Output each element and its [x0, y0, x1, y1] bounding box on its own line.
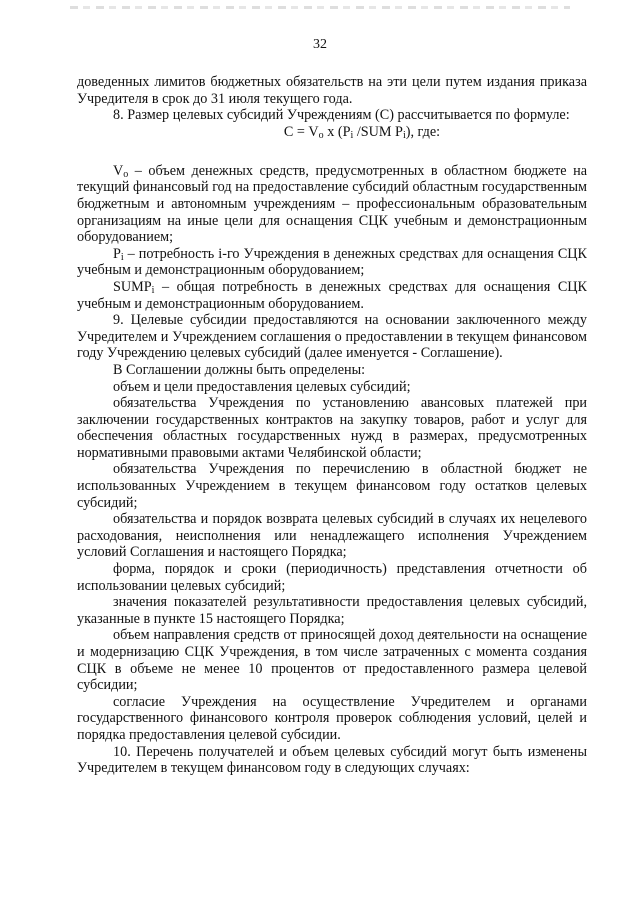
definition-vo: $V_o$ – объем денежных средств, предусмотренных в областном бюджете на текущий финансовый год на предоставление субсидий областным государственным бюджетным и автономным учреждениям – профессиональным образовательным организациям на иные цели для оснащения СЦК учебным и демонстрационным оборудованием; [77, 162, 587, 246]
list-item: объем и цели предоставления целевых субсидий; [113, 378, 411, 395]
list-item: значения показателей результативности предоставления целевых субсидий, указанные в пункте 15 настоящего Порядка; [77, 594, 587, 627]
list-item: форма, порядок и сроки (периодичность) представления отчетности об использовании целевых субсидий; [77, 561, 587, 594]
list-item: согласие Учреждения на осуществление Учредителем и органами государственного финансового контроля проверок соблюдения условий, целей и порядка предоставления целевой субсидии. [77, 693, 587, 743]
list-item: обязательства Учреждения по установлению авансовых платежей при заключении государственных контрактов на закупку товаров, работ и услуг для обеспечения областных государственных нужд в размерах, предусмотренных нормативными правовыми актами Челябинской области; [77, 395, 587, 461]
paragraph-item-9: 9. Целевые субсидии предоставляются на основании заключенного между Учредителем и Учреждением соглашения о предоставлении в текущем финансовом году Учреждению целевых субсидий (далее именуется - Соглашение). [77, 312, 587, 362]
definition-sumpi: $SUMP_i$ – общая потребность в денежных средствах для оснащения СЦК учебным и демонстрационным оборудованием. [77, 278, 587, 312]
list-item: обязательства Учреждения по перечислению в областной бюджет не использованных Учреждением в текущем финансовом году остатков целевых субсидий; [77, 461, 587, 511]
formula-spacer [77, 141, 587, 163]
paragraph-item-10: 10. Перечень получателей и объем целевых субсидий могут быть изменены Учредителем в текущем финансовом году в следующих случаях: [77, 743, 587, 777]
page-content [77, 74, 587, 777]
page-number: 32 [313, 37, 327, 52]
list-item: объем направления средств от приносящей доход деятельности на оснащение и модернизацию СЦК Учреждения, в том числе затраченных с момента создания СЦК в объеме не менее 10 процентов от предоставленного размера целевой субсидии; [77, 627, 587, 694]
subsidy-formula: $С = V_o$ х ($P_i$ /SUM $P_i$), где: [283, 123, 441, 141]
paragraph-item-8: 8. Размер целевых субсидий Учреждениям (С) рассчитывается по формуле: [113, 107, 570, 124]
paragraph-agreement-intro: В Соглашении должны быть определены: [113, 361, 366, 378]
list-item: обязательства и порядок возврата целевых субсидий в случаях их нецелевого расходования, неисполнения или ненадлежащего исполнения Учреждением условий Соглашения и настоящего Порядка; [77, 511, 587, 561]
paragraph-continuation: доведенных лимитов бюджетных обязательств на эти цели путем издания приказа Учредителя в срок до 31 июля текущего года. [77, 74, 587, 107]
scan-header-artifact [70, 6, 570, 9]
definition-pi: $P_i$ – потребность i-го Учреждения в денежных средствах для оснащения СЦК учебным и демонстрационным оборудованием; [77, 245, 587, 279]
